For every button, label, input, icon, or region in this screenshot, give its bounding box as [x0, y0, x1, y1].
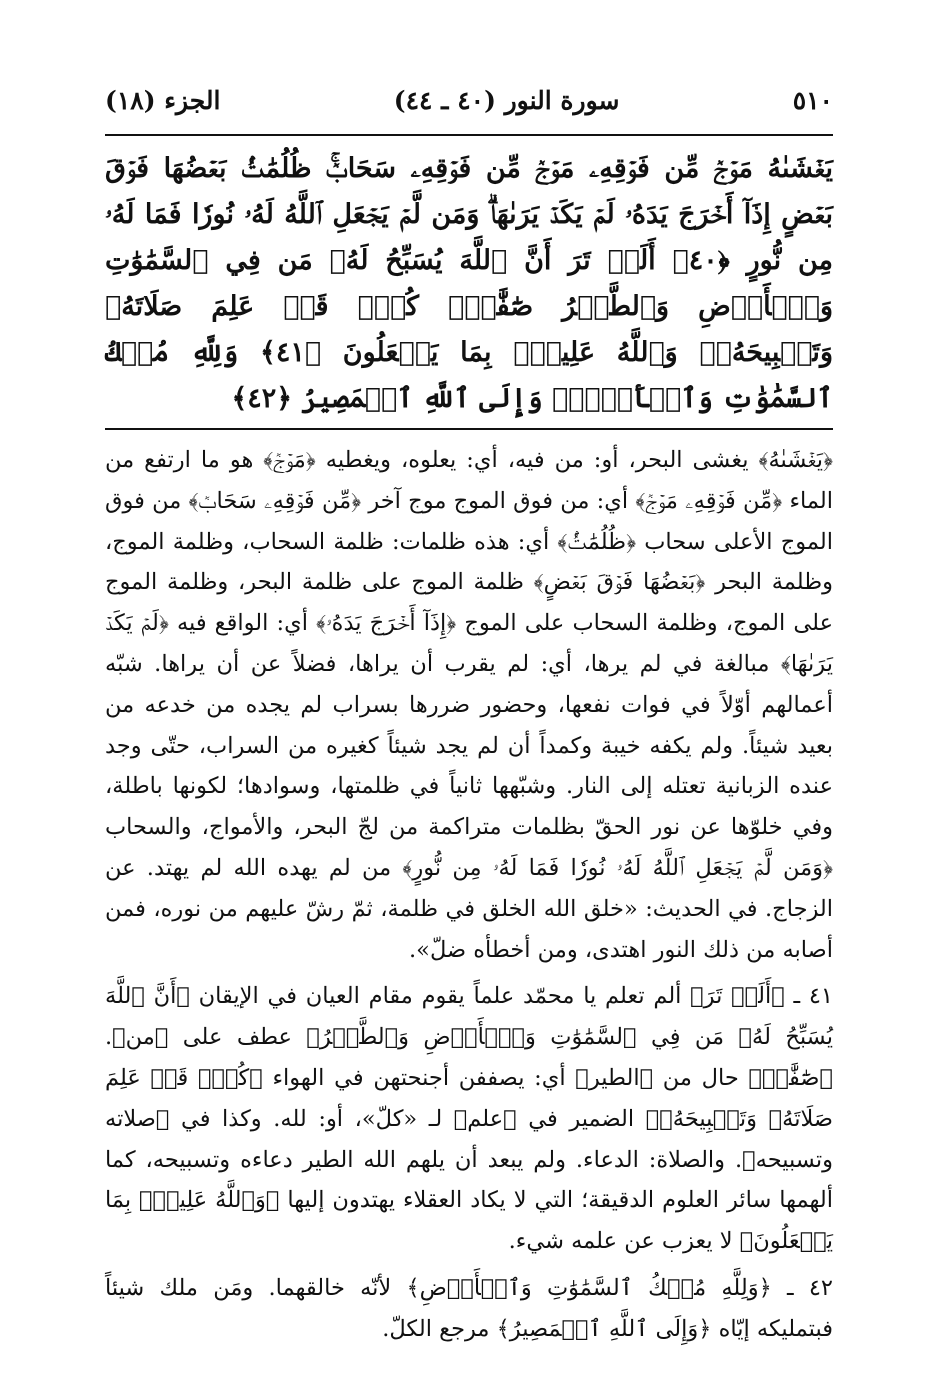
page-number: ٥١٠ [792, 86, 833, 115]
commentary-paragraph-40: ﴿يَغۡشَىٰهُ﴾ يغشى البحر، أو: من فيه، أي: يعلوه، ويغطيه ﴿مَوۡجٞ﴾ هو ما ارتفع من الماء ﴿مِّن فَوۡقِهِۦ مَوۡجٞ﴾ أي: من فوق الموج موج آخر ﴿مِّن فَوۡقِهِۦ سَحَابٞ﴾ من فوق الموج الأعلى سحاب ﴿ظُلُمَٰتُۢ﴾ أي: هذه ظلمات: ظلمة السحاب، وظلمة الموج، وظلمة البحر ﴿بَعۡضُهَا فَوۡقَ بَعۡضٍ﴾ ظلمة الموج على ظلمة البحر، وظلمة الموج على الموج، وظلمة السحاب على الموج ﴿إِذَآ أَخۡرَجَ يَدَهُۥ﴾ أي: الواقع فيه ﴿لَمۡ يَكَدۡ يَرَىٰهَا﴾ مبالغة في لم يرها، أي: لم يقرب أن يراها، فضلاً عن أن يراها. شبّه أعمالهم أوّلاً في فوات نفعها، وحضور ضررها بسراب لم يجده من خدعه من بعيد شيئاً. ولم يكفه خيبة وكمداً أن لم يجد شيئاً كغيره من السراب، حتّى وجد عنده الزبانية تعتله إلى النار. وشبّهها ثانياً في ظلمتها، وسوادها؛ لكونها باطلة، وفي خلوّها عن نور الحقّ بظلمات متراكمة من لجّ البحر، والأمواج، والسحاب ﴿وَمَن لَّمۡ يَجۡعَلِ ٱللَّهُ لَهُۥ نُورٗا فَمَا لَهُۥ مِن نُّورٍ﴾ من لم يهده الله لم يهتد. عن الزجاج. في الحديث: «خلق الله الخلق في ظلمة، ثمّ رشّ عليهم من نوره، فمن أصابه من ذلك النور اهتدى، ومن أخطأه ضلّ». [105, 447, 833, 963]
book-page [105, 86, 833, 1350]
quran-verses: يَغۡشَىٰهُ مَوۡجٞ مِّن فَوۡقِهِۦ مَوۡجٞ مِّن فَوۡقِهِۦ سَحَابٞۚ ظُلُمَٰتُۢ بَعۡضُهَا فَوۡقَ بَعۡضٍ إِذَآ أَخۡرَجَ يَدَهُۥ لَمۡ يَكَدۡ يَرَىٰهَاۗ وَمَن لَّمۡ يَجۡعَلِ ٱللَّهُ لَهُۥ نُورٗا فَمَا لَهُۥ مِن نُّورٍ ﴿٤٠﴾ أَلَمۡ تَرَ أَنَّ ٱللَّهَ يُسَبِّحُ لَهُۥ مَن فِي ٱلسَّمَٰوَٰتِ وَٱلۡأَرۡضِ وَٱلطَّيۡرُ صَٰٓفَّٰتٖۖ كُلّٞ قَدۡ عَلِمَ صَلَاتَهُۥ وَتَسۡبِيحَهُۥۗ وَٱللَّهُ عَلِيمُۢ بِمَا يَفۡعَلُونَ ﴿٤١﴾ وَلِلَّهِ مُلۡكُ ٱلسَّمَٰوَٰتِ وَٱلۡأَرۡضِۖ وَإِلَى ٱللَّهِ ٱلۡمَصِيرُ ﴿٤٢﴾ [105, 153, 833, 414]
commentary [105, 440, 833, 1350]
header-divider [105, 134, 833, 136]
commentary-paragraph-42: ٤٢ ـ ﴿وَلِلَّهِ مُلۡكُ ٱلسَّمَٰوَٰتِ وَٱلۡأَرۡضِ﴾ لأنّه خالقهما. ومَن ملك شيئاً فبتمليكه إيّاه ﴿وَإِلَى ٱللَّهِ ٱلۡمَصِيرُ﴾ مرجع الكلّ. [105, 1274, 833, 1342]
page-header [105, 86, 833, 126]
surah-title: سورة النور (٤٠ ـ ٤٤) [393, 86, 620, 115]
juz-label: الجزء (١٨) [105, 86, 221, 115]
commentary-paragraph-41: ٤١ ـ ﴿أَلَمۡ تَرَ﴾ ألم تعلم يا محمّد علماً يقوم مقام العيان في الإيقان ﴿أَنَّ ٱللَّهَ يُسَبِّحُ لَهُۥ مَن فِي ٱلسَّمَٰوَٰتِ وَٱلۡأَرۡضِ وَٱلطَّيۡرُ﴾ عطف على ﴿من﴾. ﴿صَٰٓفَّٰتٖ﴾ حال من ﴿الطير﴾ أي: يصففن أجنحتهن في الهواء ﴿كُلّٞ قَدۡ عَلِمَ صَلَاتَهُۥ وَتَسۡبِيحَهُۥ﴾ الضمير في ﴿علم﴾ لـ «كلّ»، أو: لله. وكذا في ﴿صلاته وتسبيحه﴾. والصلاة: الدعاء. ولم يبعد أن يلهم الله الطير دعاءه وتسبيحه، كما ألهمها سائر العلوم الدقيقة؛ التي لا يكاد العقلاء يهتدون إليها ﴿وَٱللَّهُ عَلِيمُۢ بِمَا يَفۡعَلُونَ﴾ لا يعزب عن علمه شيء. [105, 983, 833, 1255]
verses-divider [105, 428, 833, 430]
